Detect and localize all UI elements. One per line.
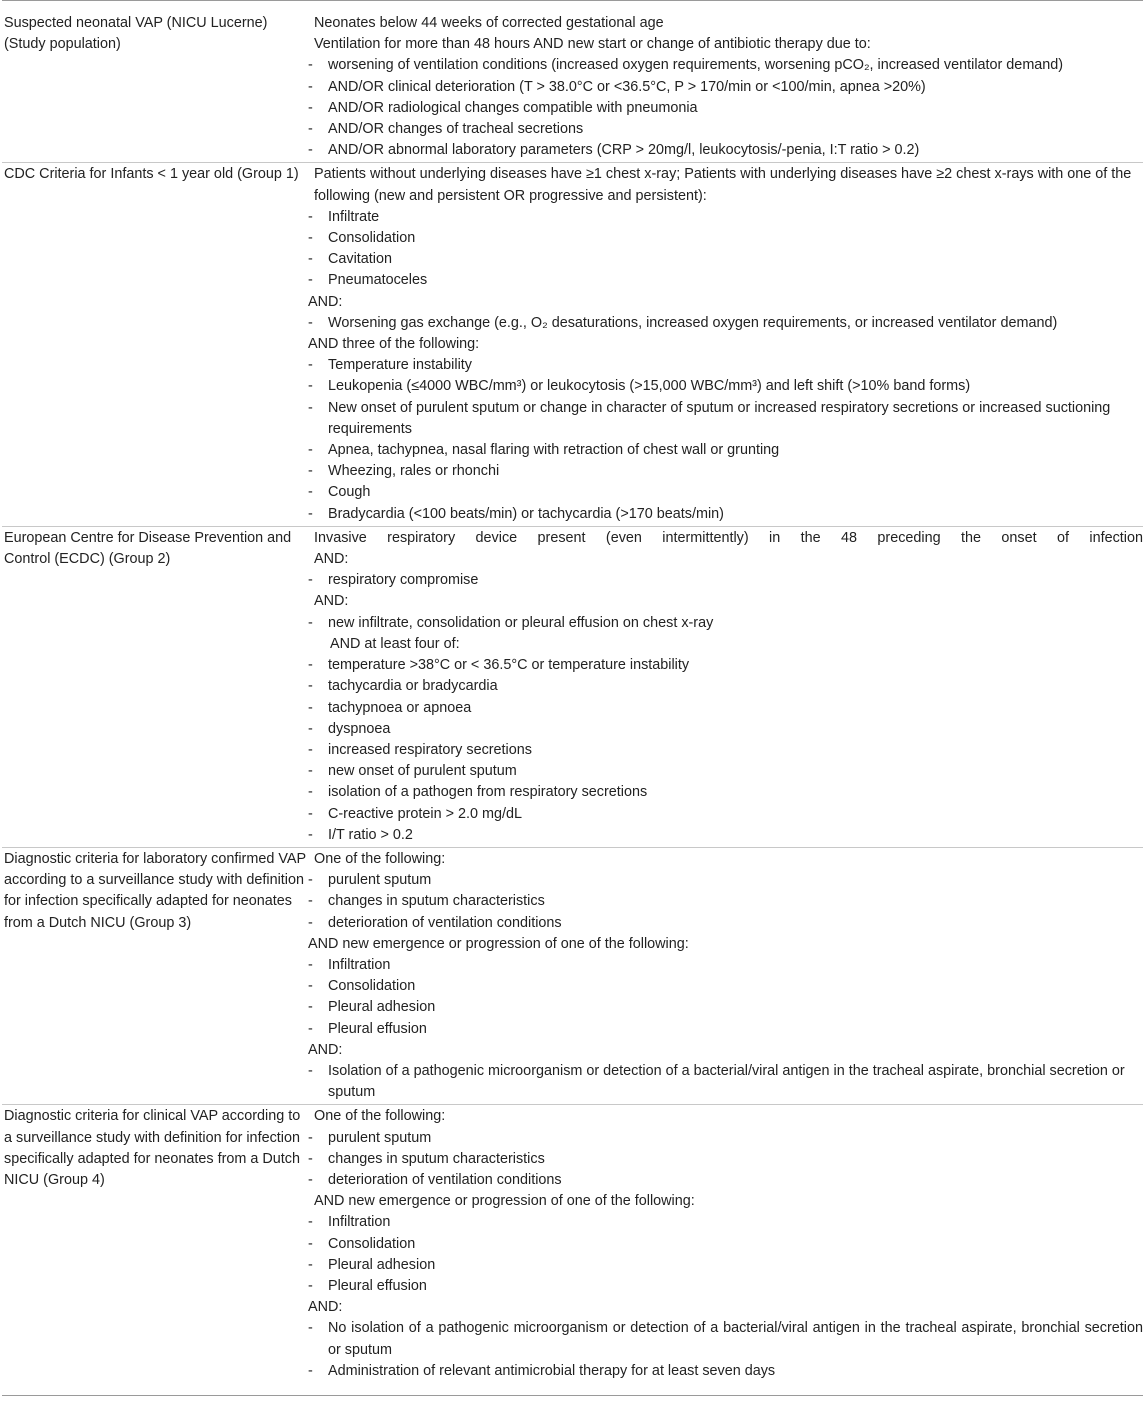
list-item-text: tachycardia or bradycardia <box>328 678 498 695</box>
bullet-dash: - <box>308 1150 313 1167</box>
criteria-table <box>2 0 1143 1396</box>
list-item-text: Pleural effusion <box>328 1277 427 1294</box>
bullet-dash: - <box>308 442 313 459</box>
definition-heading: One of the following: <box>314 850 446 867</box>
list-item-text: Infiltration <box>328 956 391 973</box>
list-item-text: new infiltrate, consolidation or pleural effusion on chest x-ray <box>328 614 714 631</box>
connector-text: AND: <box>308 293 343 310</box>
connector-text: AND at least four of: <box>330 635 460 652</box>
list-item <box>308 655 1143 676</box>
list-item-text: new onset of purulent sputum <box>328 763 517 780</box>
bullet-dash: - <box>308 572 313 589</box>
list-item <box>308 270 1143 291</box>
bullet-dash: - <box>308 978 313 995</box>
list-item <box>308 740 1143 761</box>
list-item <box>308 1170 1143 1191</box>
list-item-text: No isolation of a pathogenic microorganism or detection of a bacterial/viral antigen in the tracheal aspirate, bronchial secretion or sputum <box>328 1320 1143 1358</box>
bullet-dash: - <box>308 1171 313 1188</box>
list-item <box>308 825 1143 846</box>
definition-heading: Patients without underlying diseases have ≥1 chest x-ray; Patients with underlying diseases have ≥2 chest x-rays with one of the following (new and persistent OR progressive and persistent): <box>314 166 1132 204</box>
list-item <box>308 1212 1143 1233</box>
list-item <box>308 119 1143 140</box>
criterion-cell: Diagnostic criteria for laboratory confirmed VAP according to a surveillance study with definition for infection specifically adapted for neonates from a Dutch NICU (Group 3) <box>4 850 306 931</box>
list-item <box>308 870 1143 891</box>
bullet-dash: - <box>308 208 313 225</box>
list-item-text: Infiltrate <box>328 208 380 225</box>
bullet-dash: - <box>308 1256 313 1273</box>
bullet-dash: - <box>308 1235 313 1252</box>
definition-heading: Neonates below 44 weeks of corrected gestational age <box>314 15 664 31</box>
list-item <box>308 804 1143 825</box>
bullet-dash: - <box>308 314 313 331</box>
list-item-text: changes in sputum characteristics <box>328 893 545 910</box>
list-item-text: purulent sputum <box>328 1129 432 1146</box>
list-item <box>308 613 1143 634</box>
list-item-text: I/T ratio > 0.2 <box>328 826 413 843</box>
list-item <box>308 782 1143 803</box>
bullet-dash: - <box>308 956 313 973</box>
table-row <box>2 848 1143 1105</box>
list-item <box>308 504 1143 525</box>
bullet-dash: - <box>308 826 313 843</box>
list-item-text: deterioration of ventilation conditions <box>328 914 562 931</box>
table-row <box>2 163 1143 526</box>
bullet-dash: - <box>308 1214 313 1231</box>
criterion-cell: European Centre for Disease Prevention and Control (ECDC) (Group 2) <box>4 529 292 568</box>
list-item-text: Bradycardia (<100 beats/min) or tachycardia (>170 beats/min) <box>328 505 724 522</box>
list-item <box>308 1149 1143 1170</box>
bullet-dash: - <box>308 720 313 737</box>
list-item-text: dyspnoea <box>328 720 391 737</box>
bullet-dash: - <box>308 914 313 931</box>
bullet-dash: - <box>308 763 313 780</box>
table-row <box>2 1105 1143 1383</box>
list-item-text: C-reactive protein > 2.0 mg/dL <box>328 805 522 822</box>
bullet-dash: - <box>308 741 313 758</box>
definition-heading: AND: <box>314 551 349 568</box>
list-item <box>308 698 1143 719</box>
list-item-text: Temperature instability <box>328 357 472 374</box>
list-item-text: respiratory compromise <box>328 572 479 589</box>
definition-heading: One of the following: <box>314 1108 446 1125</box>
definition-cell <box>308 164 1143 524</box>
connector-text: AND new emergence or progression of one of the following: <box>308 935 689 952</box>
list-item-text: purulent sputum <box>328 872 432 889</box>
list-item-text: AND/OR abnormal laboratory parameters (CRP > 20mg/l, leukocytosis/-penia, I:T ratio > 0.2) <box>328 142 920 159</box>
bullet-dash: - <box>308 1062 313 1079</box>
bullet-dash: - <box>308 505 313 522</box>
bullet-dash: - <box>308 1129 313 1146</box>
list-item <box>308 98 1143 119</box>
list-item <box>308 355 1143 376</box>
list-item-text: Cavitation <box>328 251 392 268</box>
bullet-dash: - <box>308 272 313 289</box>
connector-text: AND: <box>308 1299 343 1316</box>
bullet-dash: - <box>308 999 313 1016</box>
definition-heading: Ventilation for more than 48 hours AND new start or change of antibiotic therapy due to: <box>314 36 871 53</box>
list-item-text: Apnea, tachypnea, nasal flaring with retraction of chest wall or grunting <box>328 442 780 459</box>
list-item-text: AND/OR clinical deterioration (T > 38.0°C or <36.5°C, P > 170/min or <100/min, apnea >20%) <box>328 78 926 95</box>
bullet-dash: - <box>308 784 313 801</box>
connector-text: AND: <box>308 1041 343 1058</box>
list-item <box>308 77 1143 98</box>
list-item-text: worsening of ventilation conditions (increased oxygen requirements, worsening pCO₂, increased ventilator demand) <box>328 57 1064 74</box>
list-item <box>308 376 1143 397</box>
bullet-dash: - <box>308 1362 313 1379</box>
connector-text: AND three of the following: <box>308 336 480 353</box>
list-item <box>308 891 1143 912</box>
bullet-dash: - <box>308 805 313 822</box>
list-item <box>308 1361 1143 1382</box>
list-item-text: Pleural adhesion <box>328 1256 436 1273</box>
list-item <box>308 676 1143 697</box>
list-item-text: Consolidation <box>328 230 416 247</box>
list-item <box>308 1255 1143 1276</box>
list-item-text: isolation of a pathogen from respiratory secretions <box>328 784 648 801</box>
bullet-dash: - <box>308 99 313 116</box>
list-item-text: New onset of purulent sputum or change in character of sputum or increased respiratory secretions or increased suctioning requirements <box>328 399 1111 437</box>
criterion-cell: Diagnostic criteria for clinical VAP according to a surveillance study with definition for infection specifically adapted for neonates from a Dutch NICU (Group 4) <box>4 1108 301 1188</box>
bullet-dash: - <box>308 463 313 480</box>
list-item <box>308 761 1143 782</box>
list-item-text: increased respiratory secretions <box>328 741 532 758</box>
bullet-dash: - <box>308 699 313 716</box>
definition-cell <box>308 13 1143 161</box>
list-item-text: AND/OR radiological changes compatible with pneumonia <box>328 99 698 116</box>
list-item-text: Leukopenia (≤4000 WBC/mm³) or leukocytosis (>15,000 WBC/mm³) and left shift (>10% band forms) <box>328 378 971 395</box>
list-item <box>308 997 1143 1018</box>
list-item <box>308 207 1143 228</box>
list-item <box>308 228 1143 249</box>
criterion-cell: Suspected neonatal VAP (NICU Lucerne) (Study population) <box>4 15 268 53</box>
list-item-text: Worsening gas exchange (e.g., O₂ desaturations, increased oxygen requirements, or increased ventilator demand) <box>328 314 1058 331</box>
list-item <box>308 1061 1143 1103</box>
list-item <box>308 913 1143 934</box>
list-item <box>308 249 1143 270</box>
list-item <box>308 719 1143 740</box>
bullet-dash: - <box>308 378 313 395</box>
list-item <box>308 482 1143 503</box>
bullet-dash: - <box>308 1320 313 1337</box>
list-item-text: Pleural effusion <box>328 1020 427 1037</box>
definition-cell <box>308 849 1143 1103</box>
bullet-dash: - <box>308 142 313 159</box>
list-item-text: Cough <box>328 484 371 501</box>
bullet-dash: - <box>308 399 313 416</box>
bullet-dash: - <box>308 893 313 910</box>
bullet-dash: - <box>308 1277 313 1294</box>
list-item <box>308 955 1143 976</box>
bullet-dash: - <box>308 614 313 631</box>
list-item-text: AND/OR changes of tracheal secretions <box>328 121 584 138</box>
list-item <box>308 461 1143 482</box>
table-row <box>2 12 1143 163</box>
list-item <box>308 570 1143 591</box>
list-item-text: temperature >38°C or < 36.5°C or temperature instability <box>328 657 690 674</box>
definition-heading: AND new emergence or progression of one of the following: <box>314 1193 695 1210</box>
list-item-text: deterioration of ventilation conditions <box>328 1171 562 1188</box>
list-item <box>308 1318 1143 1360</box>
bullet-dash: - <box>308 251 313 268</box>
list-item-text: Pleural adhesion <box>328 999 436 1016</box>
list-item-text: Administration of relevant antimicrobial therapy for at least seven days <box>328 1362 776 1379</box>
bullet-dash: - <box>308 230 313 247</box>
table-row <box>2 527 1143 848</box>
bullet-dash: - <box>308 78 313 95</box>
list-item <box>308 398 1143 440</box>
list-item <box>308 1019 1143 1040</box>
bullet-dash: - <box>308 678 313 695</box>
list-item-text: Isolation of a pathogenic microorganism or detection of a bacterial/viral antigen in the tracheal aspirate, bronchial secretion or sputum <box>328 1062 1125 1101</box>
list-item-text: Pneumatoceles <box>328 272 428 289</box>
bullet-dash: - <box>308 121 313 138</box>
list-item <box>308 55 1143 76</box>
list-item <box>308 1128 1143 1149</box>
definition-cell <box>308 528 1143 846</box>
definition-heading: Invasive respiratory device present (even intermittently) in the 48 preceding the onset of infection <box>314 529 1143 546</box>
list-item-text: tachypnoea or apnoea <box>328 699 472 716</box>
bullet-dash: - <box>308 872 313 889</box>
criterion-cell: CDC Criteria for Infants < 1 year old (Group 1) <box>4 166 299 183</box>
bullet-dash: - <box>308 484 313 501</box>
list-item-text: Consolidation <box>328 978 416 995</box>
list-item-text: changes in sputum characteristics <box>328 1150 545 1167</box>
bullet-dash: - <box>308 1020 313 1037</box>
bullet-dash: - <box>308 57 313 74</box>
list-item <box>308 313 1143 334</box>
list-item-text: Consolidation <box>328 1235 416 1252</box>
bullet-dash: - <box>308 357 313 374</box>
bullet-dash: - <box>308 657 313 674</box>
list-item <box>308 1276 1143 1297</box>
list-item <box>308 976 1143 997</box>
definition-cell <box>308 1106 1143 1382</box>
list-item <box>308 140 1143 161</box>
list-item <box>308 440 1143 461</box>
definition-heading: AND: <box>314 593 349 610</box>
list-item <box>308 1234 1143 1255</box>
list-item-text: Infiltration <box>328 1214 391 1231</box>
list-item-text: Wheezing, rales or rhonchi <box>328 463 500 480</box>
